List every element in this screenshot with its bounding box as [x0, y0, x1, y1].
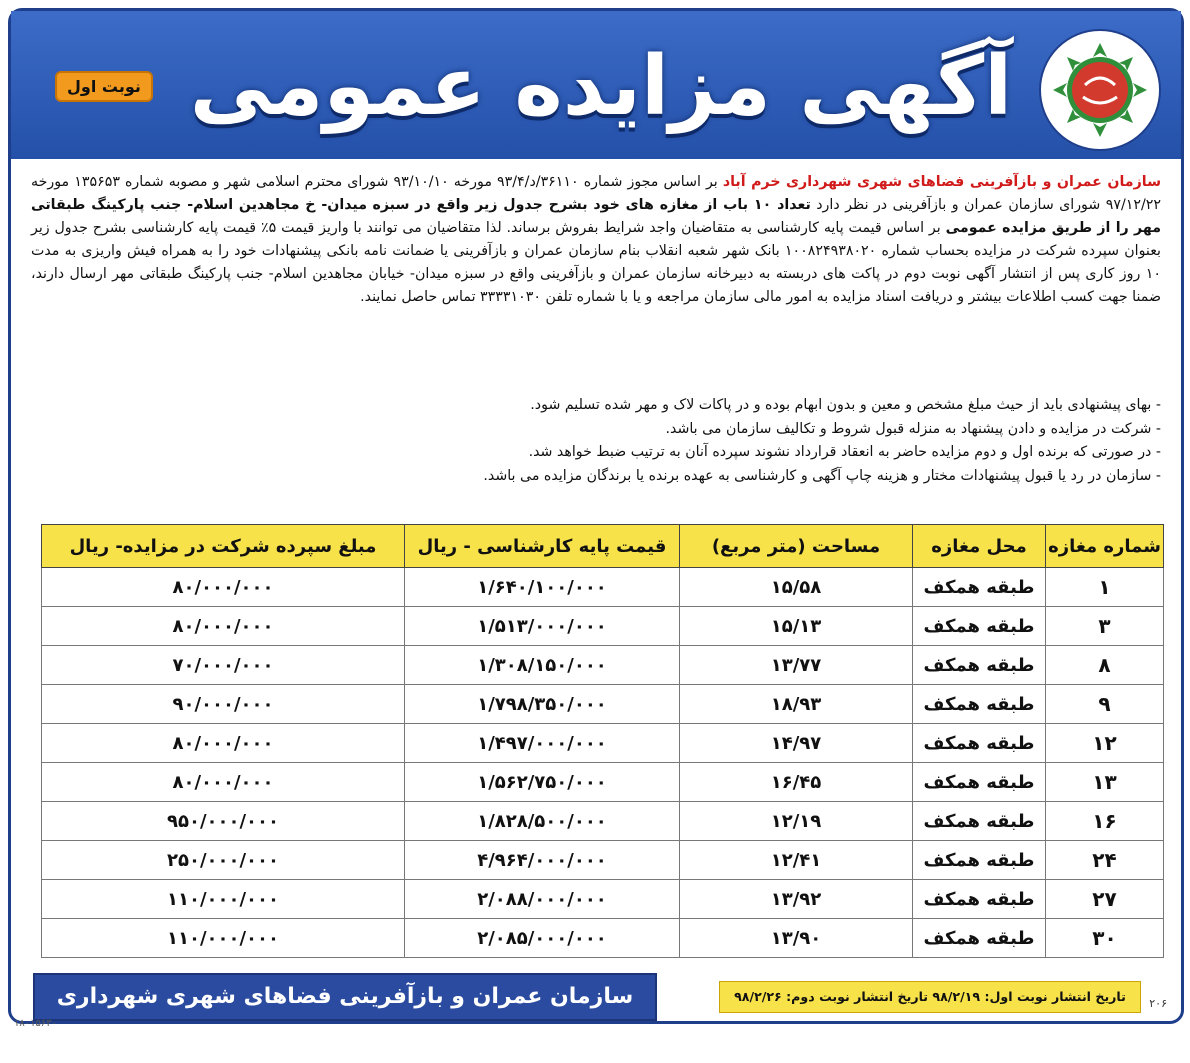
intro-line4: برساند. لذا متقاضیان می توانند با واریز قیمت ۵٪ قیمت پایه کارشناسی بشرح جدول زیر بعنوان سپرده شرکت در مزایده بحساب شماره ۱۰۰۸۲۴۹۳۸۰۲۰ بانک [31, 220, 1161, 259]
publication-dates: تاریخ انتشار نوبت اول: ۹۸/۲/۱۹ تاریخ انتشار نوبت دوم: ۹۸/۲/۲۶ [719, 981, 1141, 1013]
table-row [42, 724, 1164, 763]
table-row [42, 919, 1164, 958]
cell-deposit: ۸۰/۰۰۰/۰۰۰ [42, 763, 405, 802]
cell-shop-location: طبقه همکف [913, 919, 1046, 958]
cell-shop-location: طبقه همکف [913, 724, 1046, 763]
table-row [42, 646, 1164, 685]
header-shop-number: شماره مغازه [1046, 525, 1164, 568]
cell-shop-number: ۹ [1046, 685, 1164, 724]
intro-line6: دوم در پاکت های دربسته به دبیرخانه سازمان عمران و بازآفرینی واقع در سبزه میدان- خیابان مجاهدین اسلام- جنب پارکینگ طبقاتی مهر ارسال دارند، ضمنا [31, 266, 1161, 305]
print-code: ۱۸۰۱۵۶۳۰ [14, 1018, 57, 1029]
cell-shop-number: ۱۶ [1046, 802, 1164, 841]
cell-area: ۱۴/۹۷ [680, 724, 913, 763]
intro-line7: جهت کسب اطلاعات بیشتر و دریافت اسناد مزایده به امور مالی سازمان مراجعه و یا با شماره تلفن ۳۳۳۳۱۰۳۰ تماس حاصل نمایند. [360, 289, 1128, 305]
header-shop-location: محل مغازه [913, 525, 1046, 568]
cell-shop-location: طبقه همکف [913, 646, 1046, 685]
shops-table [41, 524, 1164, 958]
cell-shop-number: ۱ [1046, 568, 1164, 607]
intro-line3-bold: میدان- خ مجاهدین اسلام- جنب پارکینگ طبقاتی مهر را از طریق مزایده عمومی [31, 197, 1161, 236]
cell-shop-number: ۲۴ [1046, 841, 1164, 880]
header-base-price: قیمت پایه کارشناسی - ریال [405, 525, 680, 568]
intro-line3: بر اساس قیمت پایه کارشناسی به متقاضیان واجد شرایط بفروش [555, 220, 946, 236]
cell-area: ۱۲/۱۹ [680, 802, 913, 841]
header-banner [11, 11, 1181, 159]
page-title: آگهی مزایده عمومی [189, 39, 1013, 134]
table-row [42, 763, 1164, 802]
cell-area: ۱۵/۵۸ [680, 568, 913, 607]
cell-shop-location: طبقه همکف [913, 763, 1046, 802]
intro-line2-bold: تعداد ۱۰ باب از مغازه های خود بشرح جدول زیر واقع در سبزه [372, 197, 811, 213]
cell-deposit: ۸۰/۰۰۰/۰۰۰ [42, 607, 405, 646]
header-deposit: مبلغ سپرده شرکت در مزایده- ریال [42, 525, 405, 568]
cell-base-price: ۲/۰۸۸/۰۰۰/۰۰۰ [405, 880, 680, 919]
cell-area: ۱۳/۹۰ [680, 919, 913, 958]
cell-shop-location: طبقه همکف [913, 568, 1046, 607]
cell-deposit: ۹۰/۰۰۰/۰۰۰ [42, 685, 405, 724]
table-row [42, 568, 1164, 607]
cell-shop-number: ۳۰ [1046, 919, 1164, 958]
condition-item: - در صورتی که برنده اول و دوم مزایده حاضر به انعقاد قرارداد نشوند سپرده آنان به ترتیب ضبط خواهد شد. [528, 444, 1161, 460]
table-header-row [42, 525, 1164, 568]
cell-deposit: ۸۰/۰۰۰/۰۰۰ [42, 724, 405, 763]
cell-base-price: ۱/۷۹۸/۳۵۰/۰۰۰ [405, 685, 680, 724]
cell-shop-location: طبقه همکف [913, 607, 1046, 646]
table-row [42, 880, 1164, 919]
cell-deposit: ۹۵۰/۰۰۰/۰۰۰ [42, 802, 405, 841]
condition-item: - سازمان در رد یا قبول پیشنهادات مختار و هزینه چاپ آگهی و کارشناسی به عهده برنده یا برندگان مزایده می باشد. [483, 467, 1161, 484]
cell-deposit: ۷۰/۰۰۰/۰۰۰ [42, 646, 405, 685]
table-row [42, 802, 1164, 841]
ad-code: ۲۰۶ [1149, 997, 1167, 1010]
condition-item: - بهای پیشنهادی باید از حیث مبلغ مشخص و معین و بدون ابهام بوده و در پاکات لاک و مهر شده تسلیم شود. [530, 397, 1161, 413]
intro-line5: شهر شعبه انقلاب بنام سازمان عمران و بازآفرینی یا ضمانت نامه بانکی پیشنهادات خود را به همراه فیش واریزی به مدت ۱۰ روز کاری پس از انتشار آگهی نوبت [31, 243, 1162, 282]
condition-item: - شرکت در مزایده و دادن پیشنهاد به منزله قبول شروط و تکالیف سازمان می باشد. [665, 420, 1161, 437]
cell-shop-location: طبقه همکف [913, 880, 1046, 919]
cell-area: ۱۵/۱۳ [680, 607, 913, 646]
cell-deposit: ۸۰/۰۰۰/۰۰۰ [42, 568, 405, 607]
cell-shop-number: ۳ [1046, 607, 1164, 646]
cell-shop-location: طبقه همکف [913, 841, 1046, 880]
table-row [42, 685, 1164, 724]
cell-base-price: ۱/۵۱۳/۰۰۰/۰۰۰ [405, 607, 680, 646]
cell-area: ۱۳/۷۷ [680, 646, 913, 685]
cell-shop-location: طبقه همکف [913, 802, 1046, 841]
cell-deposit: ۱۱۰/۰۰۰/۰۰۰ [42, 919, 405, 958]
cell-shop-number: ۸ [1046, 646, 1164, 685]
cell-base-price: ۱/۶۴۰/۱۰۰/۰۰۰ [405, 568, 680, 607]
cell-base-price: ۱/۴۹۷/۰۰۰/۰۰۰ [405, 724, 680, 763]
cell-base-price: ۴/۹۶۴/۰۰۰/۰۰۰ [405, 841, 680, 880]
table-row [42, 607, 1164, 646]
municipality-logo-icon [1041, 31, 1159, 149]
cell-area: ۱۳/۹۲ [680, 880, 913, 919]
table-body [42, 568, 1164, 958]
intro-line2: مصوبه شماره ۱۳۵۶۵۳ مورخه ۹۷/۱۲/۲۲ شورای سازمان عمران و بازآفرینی در نظر دارد [31, 174, 1162, 213]
cell-base-price: ۱/۵۶۲/۷۵۰/۰۰۰ [405, 763, 680, 802]
intro-line1: بر اساس مجوز شماره ۳۶۱۱۰/د/۹۳/۴ مورخه ۹۳/۱۰/۱۰ شورای محترم اسلامی شهر و [212, 174, 723, 190]
intro-paragraph [31, 171, 1161, 309]
table-row [42, 841, 1164, 880]
cell-shop-number: ۱۳ [1046, 763, 1164, 802]
organization-name: سازمان عمران و بازآفرینی فضاهای شهری شهرداری خرم آباد [722, 174, 1162, 190]
cell-area: ۱۲/۴۱ [680, 841, 913, 880]
cell-base-price: ۱/۸۲۸/۵۰۰/۰۰۰ [405, 802, 680, 841]
cell-deposit: ۱۱۰/۰۰۰/۰۰۰ [42, 880, 405, 919]
publication-round-badge: نوبت اول [55, 71, 153, 102]
cell-area: ۱۶/۴۵ [680, 763, 913, 802]
cell-shop-number: ۲۷ [1046, 880, 1164, 919]
advertisement-frame [8, 8, 1184, 1053]
cell-area: ۱۸/۹۳ [680, 685, 913, 724]
logo-graphic [1045, 35, 1155, 145]
cell-shop-location: طبقه همکف [913, 685, 1046, 724]
conditions-list [31, 394, 1161, 488]
cell-base-price: ۱/۳۰۸/۱۵۰/۰۰۰ [405, 646, 680, 685]
cell-shop-number: ۱۲ [1046, 724, 1164, 763]
header-area: مساحت (متر مربع) [680, 525, 913, 568]
cell-deposit: ۲۵۰/۰۰۰/۰۰۰ [42, 841, 405, 880]
cell-base-price: ۲/۰۸۵/۰۰۰/۰۰۰ [405, 919, 680, 958]
footer-organization-name: سازمان عمران و بازآفرینی فضاهای شهری شهرداری خرم آباد [33, 973, 657, 1021]
